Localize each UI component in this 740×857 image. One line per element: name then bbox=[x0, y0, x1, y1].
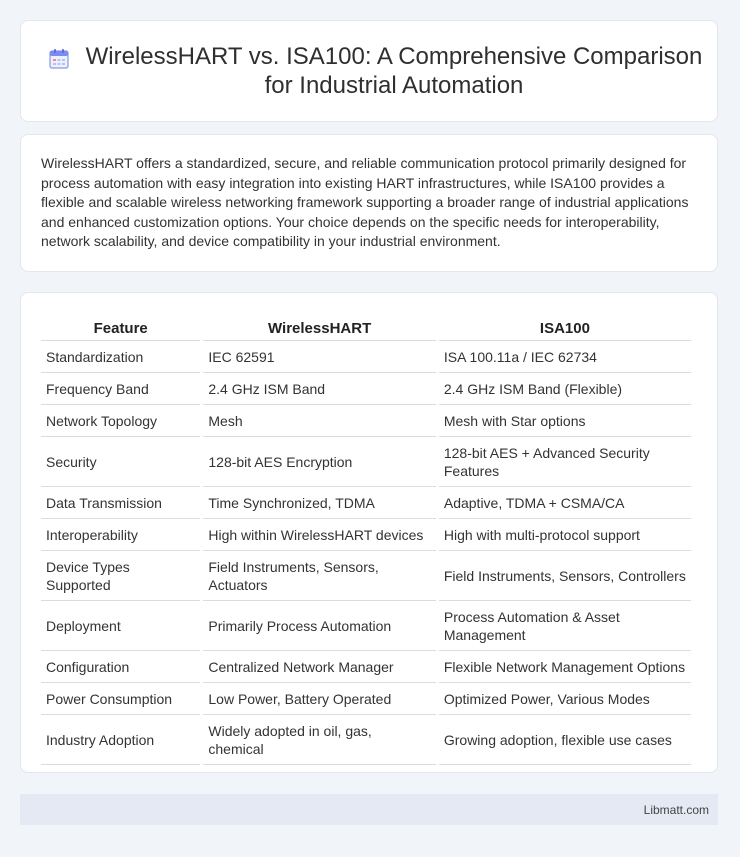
wirelesshart-cell: Field Instruments, Sensors, Actuators bbox=[203, 552, 435, 601]
wirelesshart-cell: Low Power, Battery Operated bbox=[203, 684, 435, 715]
table-header-row bbox=[41, 314, 691, 341]
feature-cell: Configuration bbox=[41, 652, 200, 683]
wirelesshart-cell: High within WirelessHART devices bbox=[203, 520, 435, 551]
isa100-cell: Process Automation & Asset Management bbox=[439, 602, 691, 651]
feature-cell: Device Types Supported bbox=[41, 552, 200, 601]
page-title: WirelessHART vs. ISA100: A Comprehensive Comparison for Industrial Automation bbox=[85, 43, 703, 99]
wirelesshart-cell: Time Synchronized, TDMA bbox=[203, 488, 435, 519]
wirelesshart-cell: IEC 62591 bbox=[203, 342, 435, 373]
wirelesshart-cell: Widely adopted in oil, gas, chemical bbox=[203, 716, 435, 765]
isa100-cell: Flexible Network Management Options bbox=[439, 652, 691, 683]
table-row bbox=[41, 438, 691, 487]
footer-brand[interactable]: Libmatt.com bbox=[643, 803, 709, 817]
feature-cell: Deployment bbox=[41, 602, 200, 651]
isa100-cell: Growing adoption, flexible use cases bbox=[439, 716, 691, 765]
table-row bbox=[41, 520, 691, 551]
table-row bbox=[41, 342, 691, 373]
wirelesshart-cell: 128-bit AES Encryption bbox=[203, 438, 435, 487]
isa100-cell: ISA 100.11a / IEC 62734 bbox=[439, 342, 691, 373]
feature-cell: Network Topology bbox=[41, 406, 200, 437]
comparison-table bbox=[38, 313, 694, 766]
feature-cell: Standardization bbox=[41, 342, 200, 373]
isa100-cell: Field Instruments, Sensors, Controllers bbox=[439, 552, 691, 601]
table-row bbox=[41, 602, 691, 651]
isa100-cell: High with multi-protocol support bbox=[439, 520, 691, 551]
summary-text: WirelessHART offers a standardized, secure, and reliable communication protocol primarily designed for process automation with easy integration into existing HART infrastructures, while ISA100 provides a flexible and scalable wireless networking framework supporting a broader range of industrial applications and enhanced customization options. Your choice depends on the specific needs for interoperability, network scalability, and device compatibility in your industrial environment. bbox=[41, 155, 689, 250]
table-row bbox=[41, 652, 691, 683]
title-card bbox=[20, 20, 718, 122]
wirelesshart-cell: Centralized Network Manager bbox=[203, 652, 435, 683]
feature-cell: Interoperability bbox=[41, 520, 200, 551]
wirelesshart-cell: Primarily Process Automation bbox=[203, 602, 435, 651]
wirelesshart-cell: Mesh bbox=[203, 406, 435, 437]
feature-cell: Power Consumption bbox=[41, 684, 200, 715]
table-row bbox=[41, 406, 691, 437]
table-row bbox=[41, 684, 691, 715]
footer-bar bbox=[20, 794, 718, 825]
summary-card bbox=[20, 134, 718, 272]
header-wirelesshart: WirelessHART bbox=[203, 314, 435, 341]
isa100-cell: Adaptive, TDMA + CSMA/CA bbox=[439, 488, 691, 519]
calendar-icon bbox=[48, 48, 70, 70]
header-isa100: ISA100 bbox=[439, 314, 691, 341]
feature-cell: Security bbox=[41, 438, 200, 487]
isa100-cell: 128-bit AES + Advanced Security Features bbox=[439, 438, 691, 487]
comparison-card bbox=[20, 292, 718, 773]
isa100-cell: Optimized Power, Various Modes bbox=[439, 684, 691, 715]
table-row bbox=[41, 552, 691, 601]
feature-cell: Industry Adoption bbox=[41, 716, 200, 765]
table-row bbox=[41, 716, 691, 765]
isa100-cell: Mesh with Star options bbox=[439, 406, 691, 437]
table-row bbox=[41, 488, 691, 519]
wirelesshart-cell: 2.4 GHz ISM Band bbox=[203, 374, 435, 405]
table-row bbox=[41, 374, 691, 405]
isa100-cell: 2.4 GHz ISM Band (Flexible) bbox=[439, 374, 691, 405]
feature-cell: Data Transmission bbox=[41, 488, 200, 519]
feature-cell: Frequency Band bbox=[41, 374, 200, 405]
header-feature: Feature bbox=[41, 314, 200, 341]
